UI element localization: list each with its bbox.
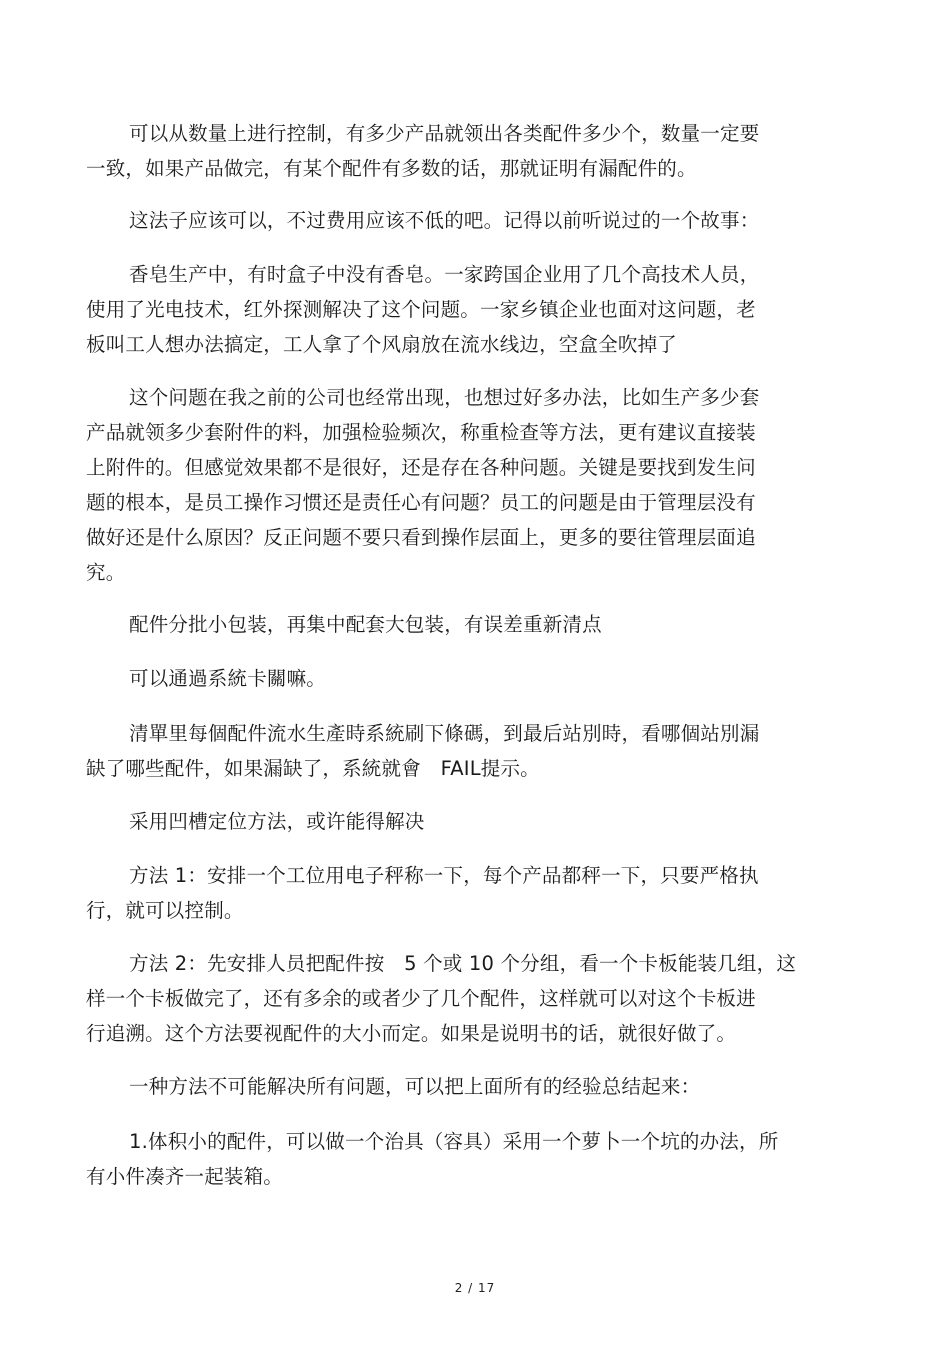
text-line: 使用了光电技术，红外探测解决了这个问题。一家乡镇企业也面对这问题，老 (86, 298, 756, 321)
text-line: 香皂生产中，有时盒子中没有香皂。一家跨国企业用了几个高技术人员， (129, 263, 760, 286)
text-line: 板叫工人想办法搞定，工人拿了个风扇放在流水线边，空盒全吹掉了 (86, 333, 678, 356)
text-line: 有小件凑齐一起装箱。 (86, 1165, 284, 1188)
paragraph-summary-intro (86, 1069, 826, 1104)
text-line: 清單里每個配件流水生產時系統刷下條碼，到最后站別時，看哪個站別漏 (129, 722, 760, 745)
text-line: 配件分批小包装，再集中配套大包装，有误差重新清点 (129, 613, 602, 636)
paragraph-quantity-control (86, 116, 826, 186)
text-line: 采用凹槽定位方法，或许能得解决 (129, 810, 425, 833)
text-line: 可以通過系統卡關嘛。 (129, 667, 327, 690)
text-line: 做好还是什么原因？反正问题不要只看到操作层面上，更多的要往管理层面追 (86, 526, 756, 549)
paragraph-story-intro (86, 203, 826, 238)
paragraph-soap-story (86, 257, 826, 362)
text-line: 方法 1：安排一个工位用电子秤称一下，每个产品都秤一下，只要严格执 (129, 864, 759, 887)
text-line: 这法子应该可以，不过费用应该不低的吧。记得以前听说过的一个故事： (129, 209, 760, 232)
page-number: 2 / 17 (454, 1281, 496, 1295)
text-line: 上附件的。但感觉效果都不是很好，还是存在各种问题。关键是要找到发生问 (86, 456, 756, 479)
text-line: 缺了哪些配件，如果漏缺了，系統就會 FAIL提示。 (86, 757, 540, 780)
text-line: 行追溯。这个方法要视配件的大小而定。如果是说明书的话，就很好做了。 (86, 1022, 737, 1045)
text-line: 行，就可以控制。 (86, 899, 244, 922)
text-line: 1.体积小的配件，可以做一个治具（容具）采用一个萝卜一个坑的办法，所 (129, 1130, 779, 1153)
text-line: 可以从数量上进行控制，有多少产品就领出各类配件多少个，数量一定要 (129, 122, 760, 145)
text-line: 方法 2：先安排人员把配件按 5 个或 10 个分组，看一个卡板能装几组，这 (129, 952, 797, 975)
paragraph-system-check (86, 661, 826, 696)
text-line: 一致，如果产品做完，有某个配件有多数的话，那就证明有漏配件的。 (86, 157, 697, 180)
text-line: 产品就领多少套附件的料，加强检验频次，称重检查等方法，更有建议直接装 (86, 421, 756, 444)
paragraph-method-2 (86, 946, 826, 1051)
paragraph-barcode-scan (86, 716, 826, 786)
paragraph-batch-packaging (86, 607, 826, 642)
text-line: 样一个卡板做完了，还有多余的或者少了几个配件，这样就可以对这个卡板进 (86, 987, 756, 1010)
text-line: 题的根本，是员工操作习惯还是责任心有问题？员工的问题是由于管理层没有 (86, 491, 756, 514)
paragraph-method-1 (86, 858, 826, 928)
paragraph-previous-company (86, 380, 826, 590)
text-line: 这个问题在我之前的公司也经常出现，也想过好多办法，比如生产多少套 (129, 386, 760, 409)
paragraph-small-parts (86, 1124, 826, 1194)
text-line: 一种方法不可能解决所有问题，可以把上面所有的经验总结起来： (129, 1075, 701, 1098)
paragraph-groove-positioning (86, 804, 826, 839)
text-line: 究。 (86, 561, 126, 584)
